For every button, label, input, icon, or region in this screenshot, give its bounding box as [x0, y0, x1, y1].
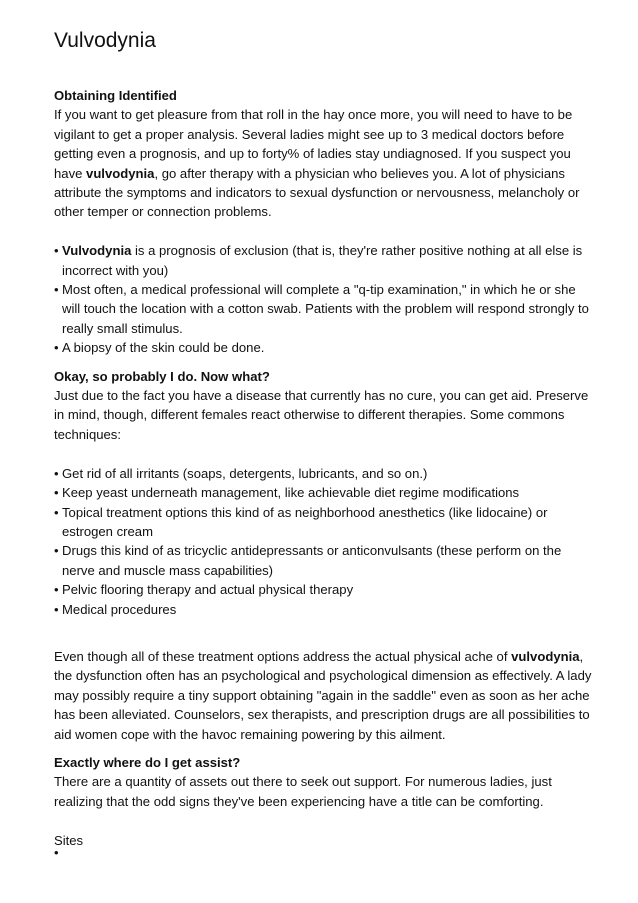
paragraph-text: If you want to get pleasure from that roll in the hay once more, you will need to have to be vigilant to get a proper analysis. Several ladies might see up to 3 medical doctors before getting even a prognosis, and up to forty% of ladies stay undiagnosed. If you suspect you have — [54, 107, 573, 181]
list-item: • Get rid of all irritants (soaps, detergents, lubricants, and so on.) — [54, 464, 594, 483]
section-paragraph-now-what: Just due to the fact you have a disease that currently has no cure, you can get aid. Preserve in mind, though, different females react otherwise to different therapies. Some commons techniques: — [54, 388, 589, 442]
section-heading-obtaining-identified: Obtaining Identified — [54, 88, 177, 103]
list-item — [54, 338, 594, 357]
list-item-text: Most often, a medical professional will complete a "q-tip examination," in which he or she will touch the location with a cotton swab. Patients with the problem will respond strongly to really small stimulus. — [62, 282, 589, 336]
bold-term: vulvodynia — [86, 165, 155, 181]
list-item: • Medical procedures — [54, 600, 594, 619]
page-title: Vulvodynia — [54, 29, 156, 52]
list-item: • Pelvic flooring therapy and actual physical therapy — [54, 580, 594, 599]
bold-term: Vulvodynia — [62, 243, 132, 259]
list-item: • Drugs this kind of as tricyclic antidepressants or anticonvulsants (these perform on the nerve and muscle mass capabilities) — [54, 541, 594, 580]
list-item — [54, 241, 594, 280]
list-item-text: is a prognosis of exclusion (that is, they're rather positive nothing at all else is incorrect with you) — [62, 243, 583, 278]
diagnosis-bullet-list — [54, 241, 594, 357]
section-paragraph-psychological — [54, 647, 594, 744]
document-body — [54, 86, 594, 850]
section-paragraph-get-assist: There are a quantity of assets out there to seek out support. For numerous ladies, just realizing that the odd signs they've been experiencing have a title can be comforting. — [54, 774, 552, 809]
list-item: • Keep yeast underneath management, like achievable diet regime modifications — [54, 483, 594, 502]
section-paragraph-obtaining-identified — [54, 105, 594, 221]
empty-bullet: • — [54, 845, 59, 860]
bold-term: vulvodynia — [511, 648, 580, 664]
section-heading-now-what: Okay, so probably I do. Now what? — [54, 368, 270, 384]
paragraph-text: , the dysfunction often has an psychological and psychological dimension as effectively. A lady may possibly require a tiny support obtaining "again in the saddle" even as soon as her ache has been alleviated. Counselors, sex therapists, and prescription drugs are all possibilities to aid women cope with the havoc remaining powering by this ailment. — [54, 648, 592, 742]
sites-label: Sites — [54, 832, 84, 848]
list-item — [54, 280, 594, 338]
list-item-text: A biopsy of the skin could be done. — [62, 340, 265, 356]
paragraph-text: , go after therapy with a physician who believes you. A lot of physicians attribute the symptoms and indicators to sexual dysfunction or nervousness, melancholy or other temper or connection problems. — [54, 165, 580, 220]
paragraph-text: Even though all of these treatment options address the actual physical ache of — [54, 648, 512, 664]
techniques-bullet-list — [54, 464, 594, 619]
section-heading-get-assist: Exactly where do I get assist? — [54, 754, 241, 770]
list-item: • Topical treatment options this kind of as neighborhood anesthetics (like lidocaine) or estrogen cream — [54, 503, 594, 542]
